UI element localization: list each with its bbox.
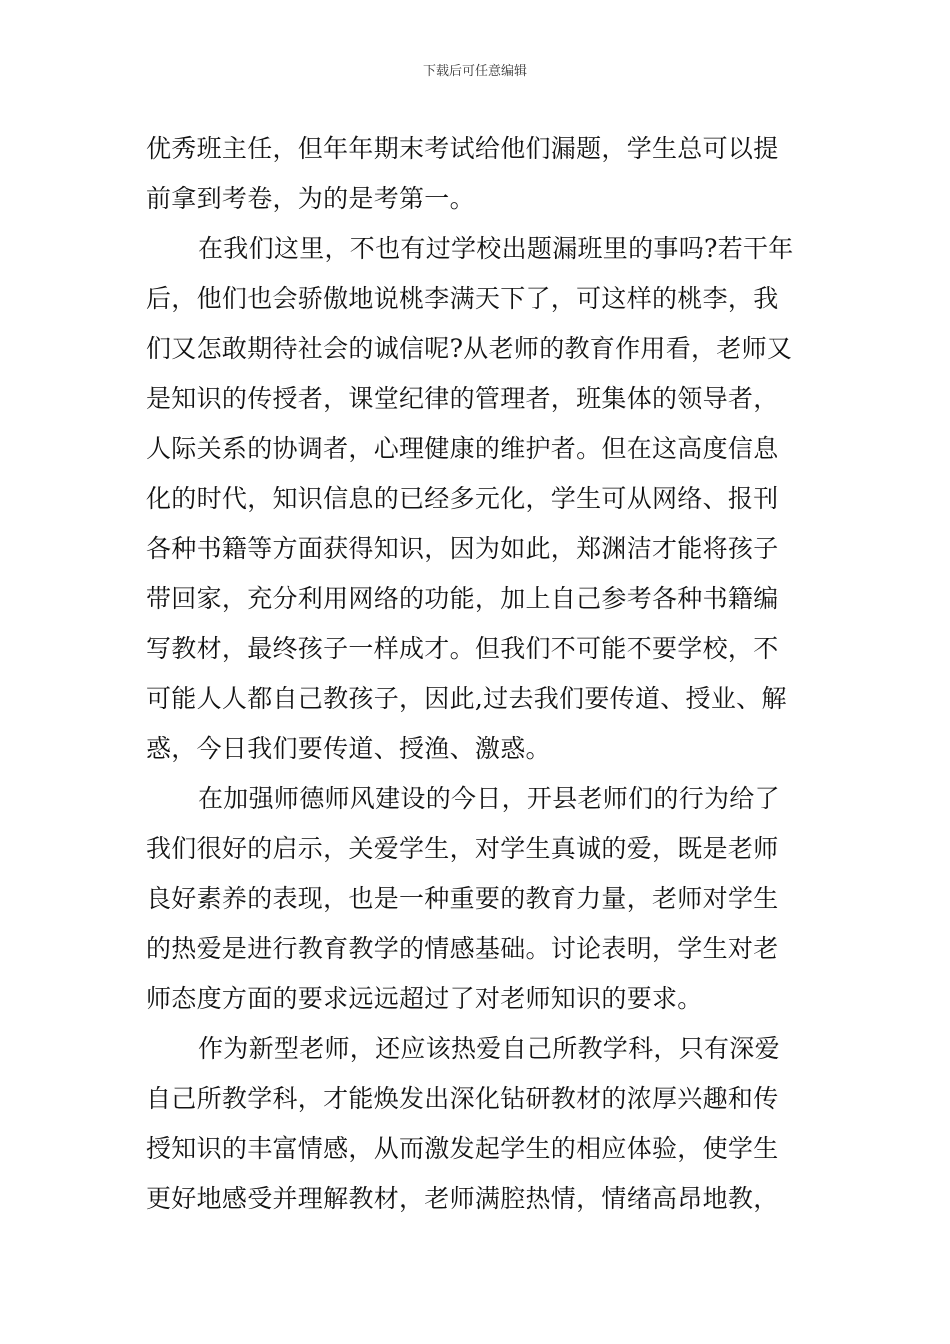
text-line: 各种书籍等方面获得知识，因为如此，郑渊洁才能将孩子 <box>146 534 779 563</box>
text-line: 化的时代，知识信息的已经多元化，学生可从网络、报刊 <box>146 484 779 513</box>
text-line: 授知识的丰富情感，从而激发起学生的相应体验，使学生 <box>146 1134 779 1163</box>
text-line: 在我们这里，不也有过学校出题漏班里的事吗?若干年 <box>198 234 794 263</box>
text-line: 自己所教学科，才能焕发出深化钻研教材的浓厚兴趣和传 <box>146 1084 779 1113</box>
text-line: 是知识的传授者，课堂纪律的管理者，班集体的领导者， <box>146 384 779 413</box>
text-line: 良好素养的表现，也是一种重要的教育力量，老师对学生 <box>146 884 779 913</box>
text-line: 带回家，充分利用网络的功能，加上自己参考各种书籍编 <box>146 584 779 613</box>
text-line: 们又怎敢期待社会的诚信呢?从老师的教育作用看，老师又 <box>146 334 793 363</box>
page-header: 下载后可任意编辑 <box>422 64 527 79</box>
text-line: 在加强师德师风建设的今日，开县老师们的行为给了 <box>198 784 780 813</box>
text-line: 前拿到考卷，为的是考第一。 <box>146 184 475 213</box>
text-line: 优秀班主任，但年年期末考试给他们漏题，学生总可以提 <box>146 134 779 163</box>
text-line: 的热爱是进行教育教学的情感基础。讨论表明，学生对老 <box>146 934 779 963</box>
text-line: 写教材，最终孩子一样成才。但我们不可能不要学校，不 <box>146 634 779 663</box>
text-line: 惑，今日我们要传道、授渔、激惑。 <box>146 734 551 763</box>
text-line: 我们很好的启示，关爱学生，对学生真诚的爱，既是老师 <box>146 834 779 863</box>
text-line: 更好地感受并理解教材，老师满腔热情，情绪高昂地教， <box>146 1184 779 1213</box>
text-line: 后，他们也会骄傲地说桃李满天下了，可这样的桃李，我 <box>146 284 779 313</box>
text-line: 可能人人都自己教孩子，因此,过去我们要传道、授业、解 <box>146 684 787 713</box>
text-line: 作为新型老师，还应该热爱自己所教学科，只有深爱 <box>198 1034 780 1063</box>
text-line: 人际关系的协调者，心理健康的维护者。但在这高度信息 <box>146 434 779 463</box>
text-line: 师态度方面的要求远远超过了对老师知识的要求。 <box>146 984 703 1013</box>
body-text <box>146 124 808 1224</box>
